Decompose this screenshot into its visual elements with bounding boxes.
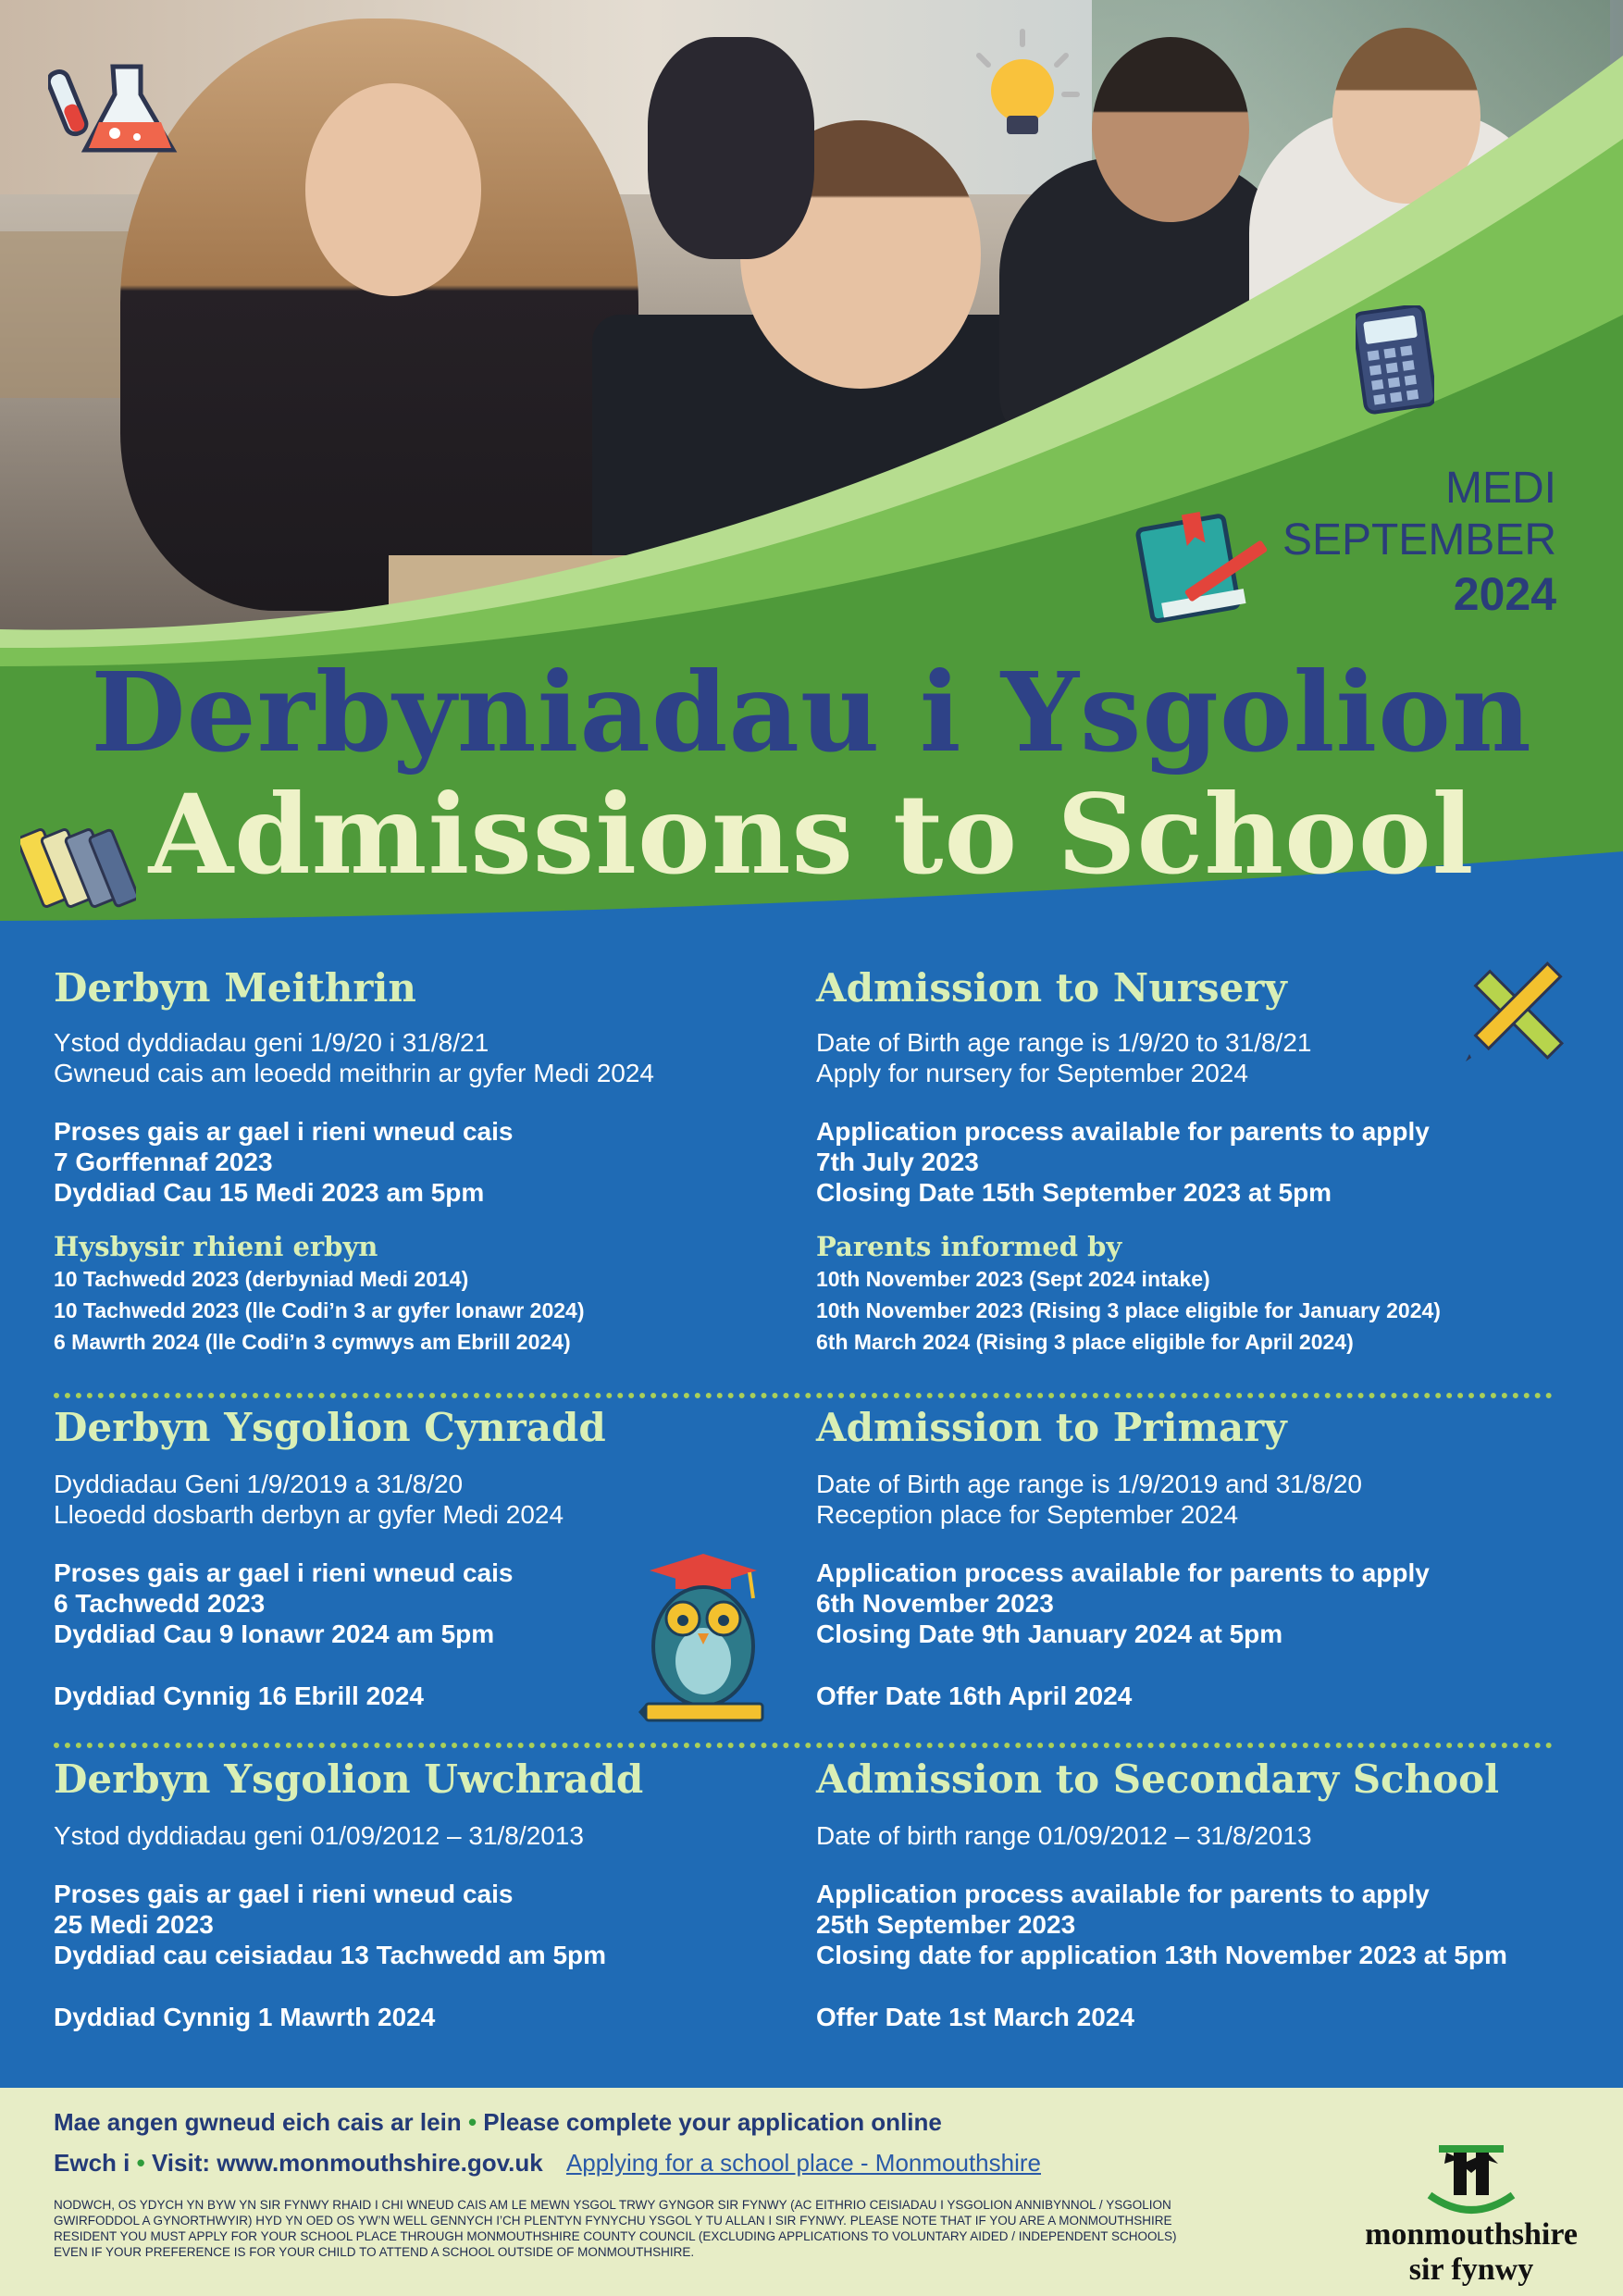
- apply-online-english: Please complete your application online: [483, 2108, 942, 2136]
- nursery-line-english: Apply for nursery for September 2024: [816, 1059, 1248, 1087]
- nursery-bold-welsh: 7 Gorffennaf 2023: [54, 1148, 273, 1176]
- nursery-line-welsh: Ystod dyddiadau geni 1/9/20 i 31/8/21: [54, 1028, 489, 1057]
- nursery-heading-english: Admission to Nursery: [816, 965, 1287, 1011]
- test-tube-flask-icon: [48, 57, 187, 168]
- section-divider: [54, 1743, 1553, 1748]
- primary-bold-welsh: Proses gais ar gael i rieni wneud cais: [54, 1558, 514, 1587]
- primary-offer-welsh: Dyddiad Cynnig 16 Ebrill 2024: [54, 1682, 424, 1710]
- fine-print: [54, 2197, 1192, 2260]
- light-bulb-icon: [962, 28, 1083, 148]
- section-divider: [54, 1393, 1553, 1398]
- secondary-offer-english: Offer Date 1st March 2024: [816, 2003, 1134, 2031]
- primary-section-welsh: [54, 1402, 775, 1711]
- nursery-line-welsh: Gwneud cais am leoedd meithrin ar gyfer Medi 2024: [54, 1059, 655, 1087]
- date-year: 2024: [1453, 568, 1556, 620]
- primary-line-english: Date of Birth age range is 1/9/2019 and 31/8/20: [816, 1470, 1362, 1498]
- nursery-section-welsh: [54, 962, 775, 1358]
- primary-offer-english: Offer Date 16th April 2024: [816, 1682, 1133, 1710]
- nursery-note-welsh: 6 Mawrth 2024 (lle Codi’n 3 cymwys am Ebrill 2024): [54, 1330, 571, 1354]
- fine-print-english: PLEASE NOTE THAT IF YOU ARE A MONMOUTHSHIRE RESIDENT YOU MUST APPLY FOR YOUR SCHOOL PLACE THROUGH MONMOUTHSHIRE COUNTY COUNCIL (EXCLUDING APPLICATIONS TO VOLUNTARY AIDED / INDEPENDENT SCHOOLS) EVEN IF YOUR PREFERENCE IS FOR YOUR CHILD TO ATTEND A SCHOOL OUTSIDE OF MONMOUTHSHIRE.: [54, 2214, 1177, 2259]
- primary-bold-english: Application process available for parents to apply: [816, 1558, 1430, 1587]
- secondary-bold-english: Closing date for application 13th November 2023 at 5pm: [816, 1941, 1507, 1969]
- nursery-subheading-welsh: Hysbysir rhieni erbyn: [54, 1231, 378, 1262]
- nursery-note-welsh: 10 Tachwedd 2023 (derbyniad Medi 2014): [54, 1267, 469, 1291]
- bullet-separator: •: [136, 2149, 145, 2177]
- visit-welsh: Ewch i: [54, 2149, 130, 2177]
- visit-english: Visit: www.monmouthshire.gov.uk: [151, 2149, 543, 2177]
- nursery-bold-english: 7th July 2023: [816, 1148, 979, 1176]
- apply-school-place-link[interactable]: Applying for a school place - Monmouthshire: [565, 2149, 1041, 2177]
- apply-online-line: [54, 2108, 942, 2137]
- primary-line-welsh: Dyddiadau Geni 1/9/2019 a 31/8/20: [54, 1470, 464, 1498]
- book-pencil-icon: [1134, 509, 1272, 629]
- secondary-offer-welsh: Dyddiad Cynnig 1 Mawrth 2024: [54, 2003, 436, 2031]
- logo-text-english: monmouthshire: [1365, 2217, 1578, 2252]
- calculator-icon: [1356, 305, 1434, 415]
- intake-date-block: [1282, 463, 1556, 622]
- date-line-welsh: MEDI: [1445, 464, 1556, 513]
- secondary-section-welsh: [54, 1754, 775, 2032]
- logo-text-welsh: sir fynwy: [1408, 2253, 1534, 2287]
- nursery-heading-welsh: Derbyn Meithrin: [54, 965, 416, 1011]
- primary-section-english: [816, 1402, 1593, 1711]
- primary-bold-english: 6th November 2023: [816, 1589, 1054, 1618]
- secondary-line-english: Date of birth range 01/09/2012 – 31/8/2013: [816, 1821, 1312, 1850]
- primary-bold-welsh: Dyddiad Cau 9 Ionawr 2024 am 5pm: [54, 1620, 495, 1648]
- secondary-line-welsh: Ystod dyddiadau geni 01/09/2012 – 31/8/2013: [54, 1821, 584, 1850]
- secondary-bold-welsh: 25 Medi 2023: [54, 1910, 214, 1939]
- nursery-subheading-english: Parents informed by: [816, 1231, 1122, 1262]
- primary-line-welsh: Lleoedd dosbarth derbyn ar gyfer Medi 2024: [54, 1500, 564, 1529]
- bullet-separator: •: [467, 2108, 477, 2136]
- secondary-bold-english: 25th September 2023: [816, 1910, 1076, 1939]
- fine-print-welsh: NODWCH, OS YDYCH YN BYW YN SIR FYNWY RHAID I CHI WNEUD CAIS AM LE MEWN YSGOL TRWY GYNGOR SIR FYNWY (AC EITHRIO CEISIADAU I YSGOLION ANNIBYNNOL / YSGOLION GWIRFODDOL A GYNORTHWYIR) HYD YN OED OS YW’N WELL GENNYCH I’CH PLENTYN FYNYCHU YSGOL Y TU ALLAN I SIR FYNWY.: [54, 2198, 1171, 2228]
- page-title-welsh: Derbyniadau i Ysgolion: [91, 648, 1532, 776]
- primary-heading-english: Admission to Primary: [816, 1405, 1287, 1450]
- nursery-bold-welsh: Dyddiad Cau 15 Medi 2023 am 5pm: [54, 1178, 485, 1207]
- secondary-section-english: [816, 1754, 1593, 2032]
- nursery-note-english: 10th November 2023 (Rising 3 place eligible for January 2024): [816, 1298, 1441, 1322]
- primary-line-english: Reception place for September 2024: [816, 1500, 1239, 1529]
- nursery-note-english: 10th November 2023 (Sept 2024 intake): [816, 1267, 1210, 1291]
- monmouthshire-logo: [1346, 2140, 1596, 2288]
- secondary-heading-english: Admission to Secondary School: [816, 1756, 1500, 1802]
- secondary-bold-welsh: Proses gais ar gael i rieni wneud cais: [54, 1880, 514, 1908]
- secondary-bold-english: Application process available for parents to apply: [816, 1880, 1430, 1908]
- secondary-heading-welsh: Derbyn Ysgolion Uwchradd: [54, 1756, 644, 1802]
- monmouthshire-logo-icon: [1420, 2140, 1522, 2217]
- nursery-section-english: [816, 962, 1593, 1358]
- nursery-bold-english: Closing Date 15th September 2023 at 5pm: [816, 1178, 1332, 1207]
- nursery-note-english: 6th March 2024 (Rising 3 place eligible for April 2024): [816, 1330, 1354, 1354]
- nursery-bold-english: Application process available for parents to apply: [816, 1117, 1430, 1146]
- visit-line: [54, 2149, 1041, 2178]
- nursery-bold-welsh: Proses gais ar gael i rieni wneud cais: [54, 1117, 514, 1146]
- date-line-english: SEPTEMBER: [1282, 515, 1556, 565]
- primary-bold-welsh: 6 Tachwedd 2023: [54, 1589, 266, 1618]
- page-title-english: Admissions to School: [148, 770, 1475, 899]
- nursery-note-welsh: 10 Tachwedd 2023 (lle Codi’n 3 ar gyfer Ionawr 2024): [54, 1298, 585, 1322]
- footer: [0, 2088, 1623, 2296]
- secondary-bold-welsh: Dyddiad cau ceisiadau 13 Tachwedd am 5pm: [54, 1941, 607, 1969]
- apply-online-welsh: Mae angen gwneud eich cais ar lein: [54, 2108, 462, 2136]
- nursery-line-english: Date of Birth age range is 1/9/20 to 31/8/21: [816, 1028, 1312, 1057]
- primary-bold-english: Closing Date 9th January 2024 at 5pm: [816, 1620, 1283, 1648]
- primary-heading-welsh: Derbyn Ysgolion Cynradd: [54, 1405, 606, 1450]
